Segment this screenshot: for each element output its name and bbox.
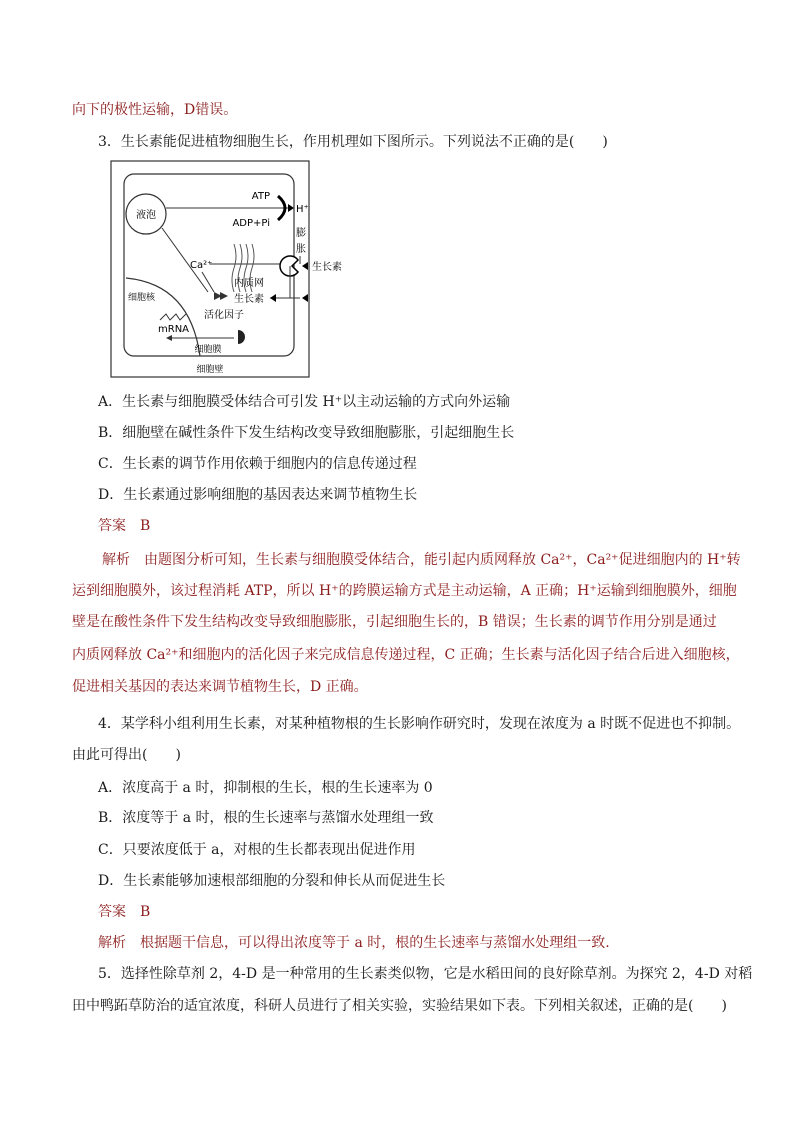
h-ion-label: H⁺ xyxy=(296,204,309,215)
adp-label: ADP+Pi xyxy=(232,218,270,229)
q3-analysis-line-4: 内质网释放 Ca²⁺和细胞内的活化因子来完成信息传递过程，C 正确；生长素与活化因子结合后进入细胞核， xyxy=(72,647,740,663)
activation-factor-label: 活化因子 xyxy=(204,310,244,321)
q4-option-c: C．只要浓度低于 a，对根的生长都表现出促进作用 xyxy=(98,842,416,858)
q4-option-b: B．浓度等于 a 时，根的生长速率与蒸馏水处理组一致 xyxy=(98,810,434,826)
calcium-label: Ca²⁺ xyxy=(190,260,213,271)
q3-option-c: C．生长素的调节作用依赖于细胞内的信息传递过程 xyxy=(98,456,417,472)
auxin-mechanism-diagram xyxy=(110,160,342,378)
previous-answer-tail: 向下的极性运输，D错误。 xyxy=(72,102,238,118)
q4-answer: 答案 B xyxy=(98,904,151,920)
question-4-stem-line-1: 4．某学科小组利用生长素，对某种植物根的生长影响作研究时，发现在浓度为 a 时既不促进也不抑制。 xyxy=(98,716,741,732)
wall-label: 细胞壁 xyxy=(196,365,224,375)
q3-analysis-line-2: 运到细胞膜外，该过程消耗 ATP，所以 H⁺的跨膜运输方式是主动运输，A 正确；H⁺运输到细胞膜外，细胞 xyxy=(72,583,737,599)
q3-analysis-line-3: 壁是在酸性条件下发生结构改变导致细胞膨胀，引起细胞生长的，B 错误；生长素的调节作用分别是通过 xyxy=(72,614,717,630)
question-4-stem-line-2: 由此可得出( ) xyxy=(72,747,181,763)
q3-option-d: D．生长素通过影响细胞的基因表达来调节植物生长 xyxy=(98,487,418,503)
q3-option-b: B．细胞壁在碱性条件下发生结构改变导致细胞膨胀，引起细胞生长 xyxy=(98,425,515,441)
q4-option-a: A．浓度高于 a 时，抑制根的生长，根的生长速率为 0 xyxy=(98,780,433,796)
question-5-stem-line-2: 田中鸭跖草防治的适宜浓度，科研人员进行了相关实验，实验结果如下表。下列相关叙述，正确的是( ) xyxy=(72,998,727,1014)
auxin-outside-label: 生长素 xyxy=(312,262,342,273)
q4-analysis: 解析 根据题干信息，可以得出浓度等于 a 时，根的生长速率与蒸馏水处理组一致. xyxy=(98,935,610,951)
q3-answer: 答案 B xyxy=(98,518,151,534)
membrane-label: 细胞膜 xyxy=(194,345,222,355)
q3-analysis-line-5: 促进相关基因的表达来调节植物生长，D 正确。 xyxy=(72,679,368,695)
question-3-stem: 3．生长素能促进植物细胞生长，作用机理如下图所示。下列说法不正确的是( ) xyxy=(98,134,608,150)
swell-label-1: 膨 xyxy=(296,228,306,239)
mrna-label: mRNA xyxy=(158,324,190,335)
question-5-stem-line-1: 5．选择性除草剂 2，4-D 是一种常用的生长素类似物，它是水稻田间的良好除草剂。为探究 2，4-D 对稻 xyxy=(98,966,753,982)
auxin-inside-label: 生长素 xyxy=(234,294,264,305)
swell-label-2: 胀 xyxy=(296,244,306,255)
atp-label: ATP xyxy=(251,191,270,202)
q4-option-d: D．生长素能够加速根部细胞的分裂和伸长从而促进生长 xyxy=(98,873,446,889)
q3-option-a: A．生长素与细胞膜受体结合可引发 H⁺以主动运输的方式向外运输 xyxy=(98,394,511,410)
vacuole-label: 液泡 xyxy=(136,210,156,221)
er-label: 内质网 xyxy=(234,278,264,289)
nucleus-label: 细胞核 xyxy=(128,293,156,303)
q3-analysis-line-1: 解析 由题图分析可知，生长素与细胞膜受体结合，能引起内质网释放 Ca²⁺，Ca²⁺促进细胞内的 H⁺转 xyxy=(102,552,741,568)
